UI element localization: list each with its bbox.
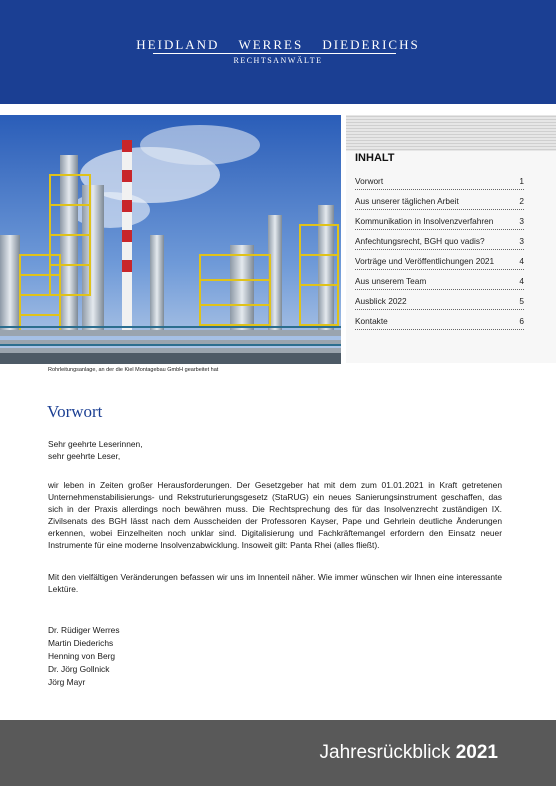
toc-item-page: 2 bbox=[519, 196, 524, 206]
toc-item-anfechtungsrecht[interactable] bbox=[355, 236, 524, 251]
toc-divider bbox=[355, 329, 524, 330]
firm-subtitle: RECHTSANWÄLTE bbox=[233, 56, 323, 65]
body-paragraph-2: Mit den vielfältigen Veränderungen befassen wir uns im Innenteil näher. Wie immer wünschen wir Ihnen eine interessante Lektüre. bbox=[48, 572, 502, 594]
body-paragraph-1: wir leben in Zeiten großer Herausforderungen. Der Gesetzgeber hat mit dem zum 01.01.2021 in Kraft getretenen Unternehmenstabilisierungs- und Rekstruturierungsgesetz (StaRUG) ein neues Sanierungsinstrument geschaffen, das sich in der Praxis allerdings noch bewähren muss. Die Rechtsprechung des für das Insolvenzrecht zuständigen IX. Zivilsenats des BGH lässt nach dem Ausscheiden der Professoren Kayser, Pape und Gehrlein deutliche Änderungen erkennen, wobei Einzelheiten noch unklar sind. Digitalisierung und Fachkräftemangel erfordern den Einsatz neuer Instrumente für eine moderne Insolvenzabwicklung. Insoweit gilt: Panta Rhei (alles fließt). bbox=[48, 480, 502, 550]
toc-item-vortraege[interactable] bbox=[355, 256, 524, 271]
toc-item-label: Aus unserer täglichen Arbeit bbox=[355, 196, 459, 206]
toc-item-page: 4 bbox=[519, 256, 524, 266]
toc-item-team[interactable] bbox=[355, 276, 524, 291]
toc-item-label: Vorträge und Veröffentlichungen 2021 bbox=[355, 256, 495, 266]
toc-divider bbox=[355, 289, 524, 290]
signatory: Dr. Jörg Gollnick bbox=[48, 664, 110, 674]
toc-item-vorwort[interactable] bbox=[355, 176, 524, 191]
toc-item-label: Kontakte bbox=[355, 316, 388, 326]
salutation-line-1: Sehr geehrte Leserinnen, bbox=[48, 439, 143, 449]
toc-item-page: 6 bbox=[519, 316, 524, 326]
toc-item-label: Vorwort bbox=[355, 176, 384, 186]
salutation-line-2: sehr geehrte Leser, bbox=[48, 451, 121, 461]
toc-divider bbox=[355, 309, 524, 310]
signatory: Martin Diederichs bbox=[48, 638, 114, 648]
footer-title bbox=[320, 742, 499, 764]
header-banner bbox=[0, 0, 556, 104]
toc-divider bbox=[355, 249, 524, 250]
footer-title-prefix: Jahresrückblick bbox=[319, 742, 451, 763]
toc-item-page: 3 bbox=[519, 216, 524, 226]
toc-item-kontakte[interactable] bbox=[355, 316, 524, 331]
photo-caption: Rohrleitungsanlage, an der die Kiel Montagebau GmbH gearbeitet hat bbox=[48, 367, 219, 373]
signatory: Henning von Berg bbox=[48, 651, 116, 661]
toc-item-label: Ausblick 2022 bbox=[355, 296, 407, 306]
table-of-contents bbox=[346, 115, 556, 363]
firm-name-underline bbox=[153, 53, 396, 54]
toc-item-ausblick[interactable] bbox=[355, 296, 524, 311]
footer-banner bbox=[0, 720, 556, 786]
signatory: Dr. Rüdiger Werres bbox=[48, 625, 120, 635]
toc-title: INHALT bbox=[355, 152, 395, 164]
toc-divider bbox=[355, 209, 524, 210]
toc-item-page: 5 bbox=[519, 296, 524, 306]
toc-item-page: 1 bbox=[519, 176, 524, 186]
toc-item-taegliche-arbeit[interactable] bbox=[355, 196, 524, 211]
toc-divider bbox=[355, 189, 524, 190]
toc-item-page: 3 bbox=[519, 236, 524, 246]
firm-name: HEIDLAND WERRES DIEDERICHS bbox=[136, 37, 420, 52]
refinery-illustration bbox=[0, 115, 341, 364]
toc-item-label: Aus unserem Team bbox=[355, 276, 427, 286]
toc-item-page: 4 bbox=[519, 276, 524, 286]
signatory: Jörg Mayr bbox=[48, 677, 86, 687]
toc-item-label: Kommunikation in Insolvenzverfahren bbox=[355, 216, 494, 226]
footer-title-year: 2021 bbox=[455, 742, 498, 763]
toc-divider bbox=[355, 229, 524, 230]
toc-item-kommunikation[interactable] bbox=[355, 216, 524, 231]
vorwort-heading: Vorwort bbox=[47, 402, 103, 421]
toc-item-label: Anfechtungsrecht, BGH quo vadis? bbox=[355, 236, 485, 246]
toc-divider bbox=[355, 269, 524, 270]
refinery-photo bbox=[0, 115, 341, 364]
